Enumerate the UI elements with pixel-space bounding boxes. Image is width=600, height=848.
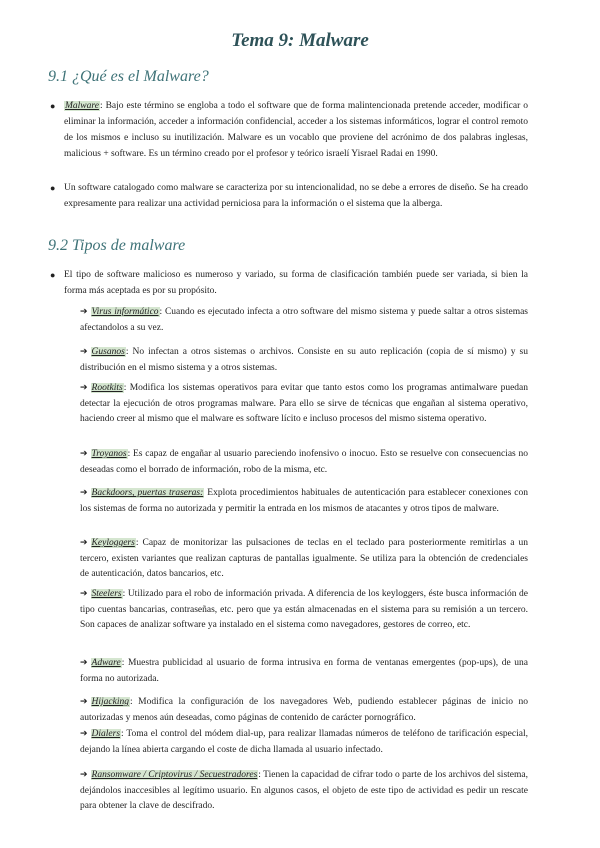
type-term: Adware [91,658,121,668]
type-text: : Utilizado para el robo de información privada. A diferencia de los keyloggers, éste busca información de tipo cuentas bancarias, contraseñas, etc. pero que ya están almacenadas en el sistema para su remisión a un tercero. Son capaces de analizar software ya instalado en el sistema como navegadores, gestores de correo, etc. [80,589,528,630]
type-item-rootkits [80,381,528,428]
bullet-text: Un software catalogado como malware se caracteriza por su intencionalidad, no se debe a errores de diseño. Se ha creado expresamente para realizar una actividad perniciosa para la información o el sistema que la alberga. [64,183,528,209]
arrow-icon: ➔ [80,729,88,739]
type-text: : Capaz de monitorizar las pulsaciones de teclas en el teclado para posteriormente remitirlas a un tercero, existen variantes que realizan capturas de pantallas igualmente. Se utiliza para la obtención de credenciales de autenticación, datos bancarios, etc. [80,538,528,579]
type-term: Steelers [91,589,122,599]
type-item-backdoors [80,486,528,517]
type-text: : Tienen la capacidad de cifrar todo o parte de los archivos del sistema, dejándolos inaccesibles al legítimo usuario. En algunos casos, el objeto de este tipo de actividad es pedir un rescate para obtener la clave de descifrado. [80,770,528,811]
arrow-icon: ➔ [80,383,88,393]
bullet-text: El tipo de software malicioso es numeroso y variado, su forma de clasificación también puede ser variada, si bien la forma más aceptada es por su propósito. [64,270,528,296]
type-item-adware [80,656,528,687]
arrow-icon: ➔ [80,538,88,548]
type-text: : Modifica los sistemas operativos para evitar que tanto estos como los programas antimalware puedan detectar la ejecución de otros programas malware. Para ello se sirve de técnicas que engañan al sistema operativo, haciendo creer al mismo que el malware es software lícito e incluso procesos del mismo sistema operativo. [80,383,528,424]
bullet-malware-characteristics [50,180,528,212]
bullet-classification [50,267,528,299]
type-text: : Cuando es ejecutado infecta a otro software del mismo sistema y puede saltar a otros sistemas afectandolos a su vez. [80,307,528,333]
term-malware: Malware [65,101,99,111]
arrow-icon: ➔ [80,347,88,357]
type-item-steelers [80,587,528,634]
arrow-icon: ➔ [80,658,88,668]
type-item-dialers [80,727,528,758]
bullet-text: : Bajo este término se engloba a todo el software que de forma malintencionada pretende acceder, modificar o eliminar la información, acceder a información confidencial, acceder a los sistemas informáticos, lograr el control remoto de los mismos e incluso su inutilización. Malware es un vocablo que proviene del acrónimo de dos palabras inglesas, malicious + software. Es un término creado por el profesor y teórico israelí Yisrael Radai en 1990. [64,101,528,159]
type-term: Hijacking [91,697,130,707]
arrow-icon: ➔ [80,449,88,459]
type-item-hijacking [80,695,528,726]
type-text: : Modifica la configuración de los navegadores Web, pudiendo establecer páginas de inicio no autorizadas y menos aún deseadas, como páginas de contenido de carácter pornográfico. [80,697,528,723]
section-heading-1: 9.1 ¿Qué es el Malware? [48,68,209,85]
bullet-dot: ● [50,270,56,280]
arrow-icon: ➔ [80,307,88,317]
type-item-virus [80,305,528,336]
type-term: Troyanos [91,449,127,459]
section-heading-2: 9.2 Tipos de malware [48,237,186,254]
type-term: Virus informático [91,307,159,317]
type-text: : Toma el control del módem dial-up, para realizar llamadas números de teléfono de tarificación especial, dejando la línea abierta cargando el coste de dicha llamada al usuario infectado. [80,729,528,755]
type-item-ransomware [80,768,528,815]
type-term: Dialers [91,729,121,739]
type-text: : Es capaz de engañar al usuario pareciendo inofensivo o inocuo. Esto se resuelve con consecuencias no deseadas como el borrado de información, robo de la misma, etc. [80,449,528,475]
arrow-icon: ➔ [80,697,88,707]
type-term: Ransomware / Criptovirus / Secuestradores [91,770,258,780]
bullet-dot: ● [50,101,56,111]
type-term: Rootkits [91,383,123,393]
page-title: Tema 9: Malware [231,30,369,51]
type-item-keyloggers [80,536,528,583]
type-text: Explota procedimientos habituales de autenticación para establecer conexiones con los sistemas de forma no autorizada y permitir la entrada en los mismos de atacantes y otros tipos de malware. [80,488,528,514]
arrow-icon: ➔ [80,488,88,498]
type-term: Backdoors, puertas traseras: [91,488,204,498]
type-text: : No infectan a otros sistemas o archivos. Consiste en su auto replicación (copia de sí mismo) y su distribución en el mismo sistema y a otros sistemas. [80,347,528,373]
bullet-dot: ● [50,183,56,193]
type-text: : Muestra publicidad al usuario de forma intrusiva en forma de ventanas emergentes (pop-ups), de una forma no autorizada. [80,658,528,684]
arrow-icon: ➔ [80,589,88,599]
type-item-gusanos [80,345,528,376]
type-term: Gusanos [91,347,125,357]
bullet-malware-definition [50,98,528,162]
type-term: Keyloggers [91,538,135,548]
type-item-troyanos [80,447,528,478]
arrow-icon: ➔ [80,770,88,780]
